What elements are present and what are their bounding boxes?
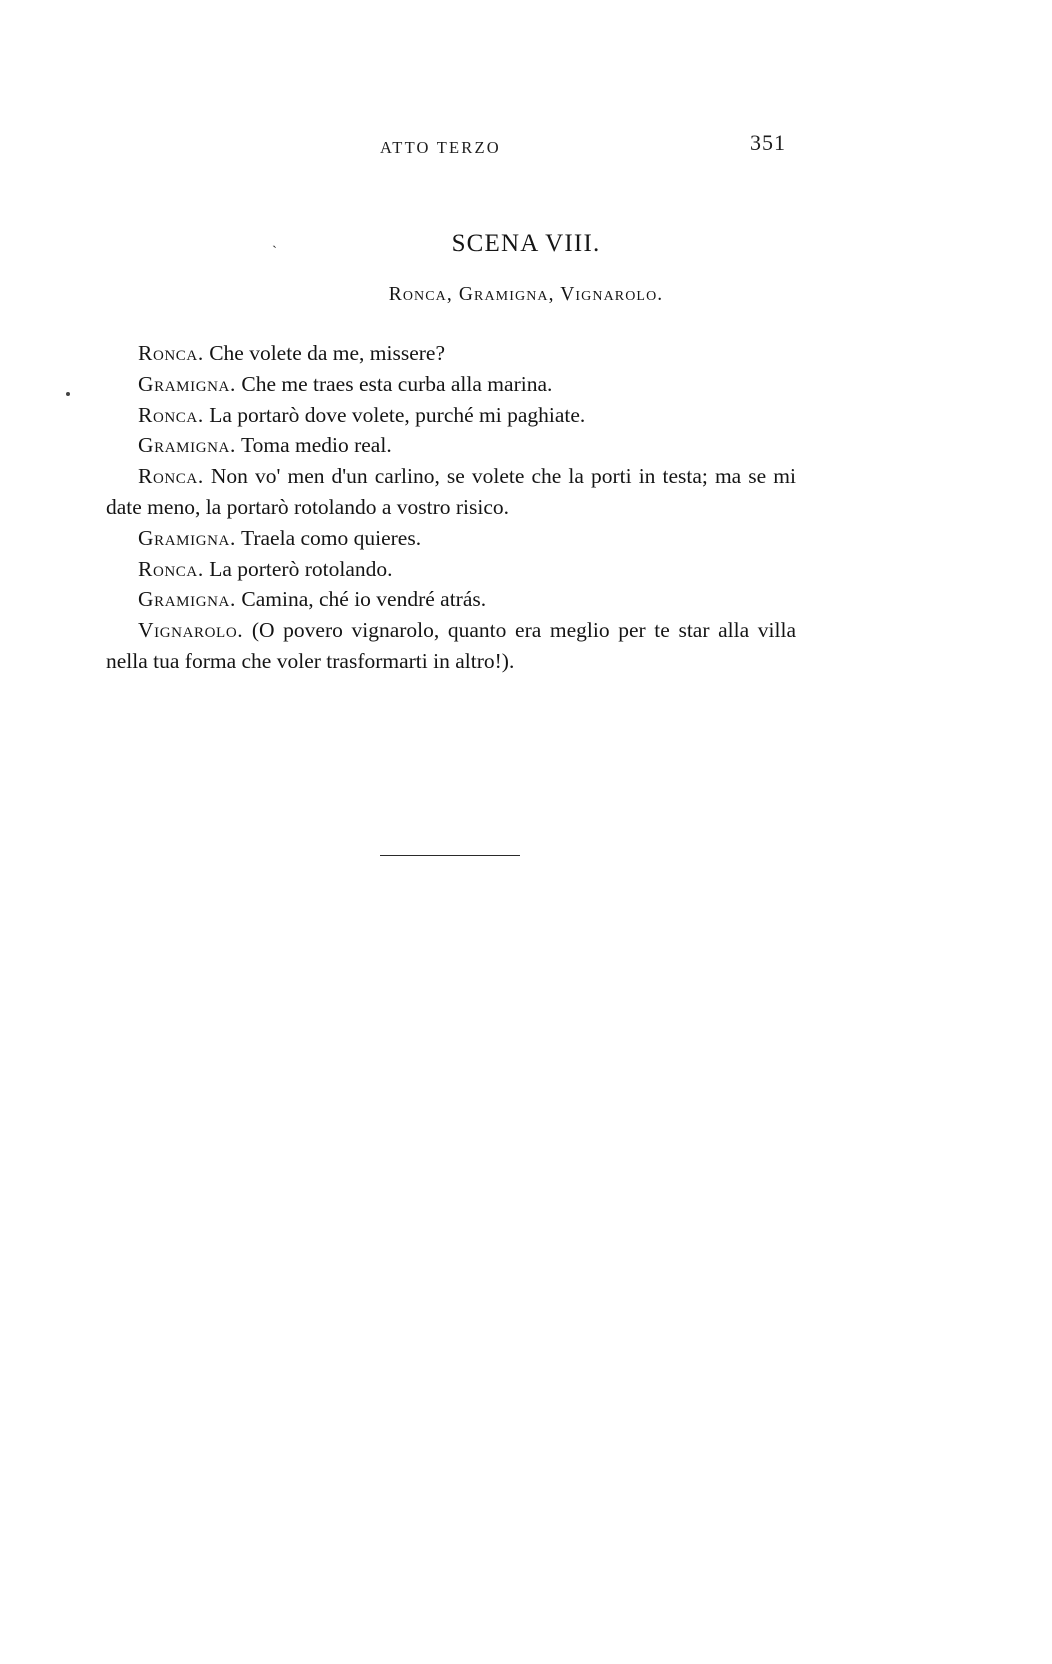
speech-text: Toma medio real.: [235, 433, 392, 458]
speech-text: La porterò rotolando.: [203, 556, 393, 581]
dialogue-line: [106, 369, 796, 400]
speech-text: Non vo' men d'un carlino, se volete che la porti in testa; ma se mi date meno, la portarò rotolando a vostro risico.: [106, 464, 796, 519]
speech-text: La portarò dove volete, purché mi paghiate.: [203, 402, 586, 427]
speech-text: Che me traes esta curba alla marina.: [235, 371, 553, 396]
speech-text: Traela como quieres.: [235, 525, 422, 550]
margin-tick-mark: `: [272, 244, 277, 260]
dialogue-body: [106, 338, 796, 677]
speaker-name: Gramigna.: [138, 587, 236, 612]
speaker-name: Ronca.: [138, 464, 204, 489]
dialogue-line: [106, 338, 796, 369]
running-head: [0, 130, 1052, 164]
speaker-name: Gramigna.: [138, 433, 236, 458]
dialogue-line: [106, 584, 796, 615]
speech-text: Che volete da me, missere?: [203, 341, 446, 365]
scene-title: SCENA VIII.: [451, 230, 601, 257]
scene-cast-list: Ronca, Gramigna, Vignarolo.: [388, 284, 664, 305]
speaker-name: Gramigna.: [138, 371, 236, 396]
page-number: 351: [750, 130, 786, 155]
running-head-title: ATTO TERZO: [380, 138, 501, 157]
margin-dot: [66, 392, 70, 396]
dialogue-line: [106, 554, 796, 585]
speaker-name: Ronca.: [138, 556, 204, 581]
speaker-name: Gramigna.: [138, 525, 236, 550]
dialogue-line: [106, 461, 796, 523]
speech-text: Camina, ché io vendré atrás.: [235, 587, 487, 612]
speaker-name: Ronca.: [138, 341, 204, 365]
section-divider-rule: [380, 855, 520, 856]
speech-text: (O povero vignarolo, quanto era meglio per te star alla villa nella tua forma che voler trasformarti in altro!).: [106, 618, 796, 673]
dialogue-line: [106, 430, 796, 461]
dialogue-line: [106, 615, 796, 677]
speaker-name: Ronca.: [138, 402, 204, 427]
dialogue-line: [106, 523, 796, 554]
dialogue-line: [106, 400, 796, 431]
speaker-name: Vignarolo.: [138, 618, 244, 643]
